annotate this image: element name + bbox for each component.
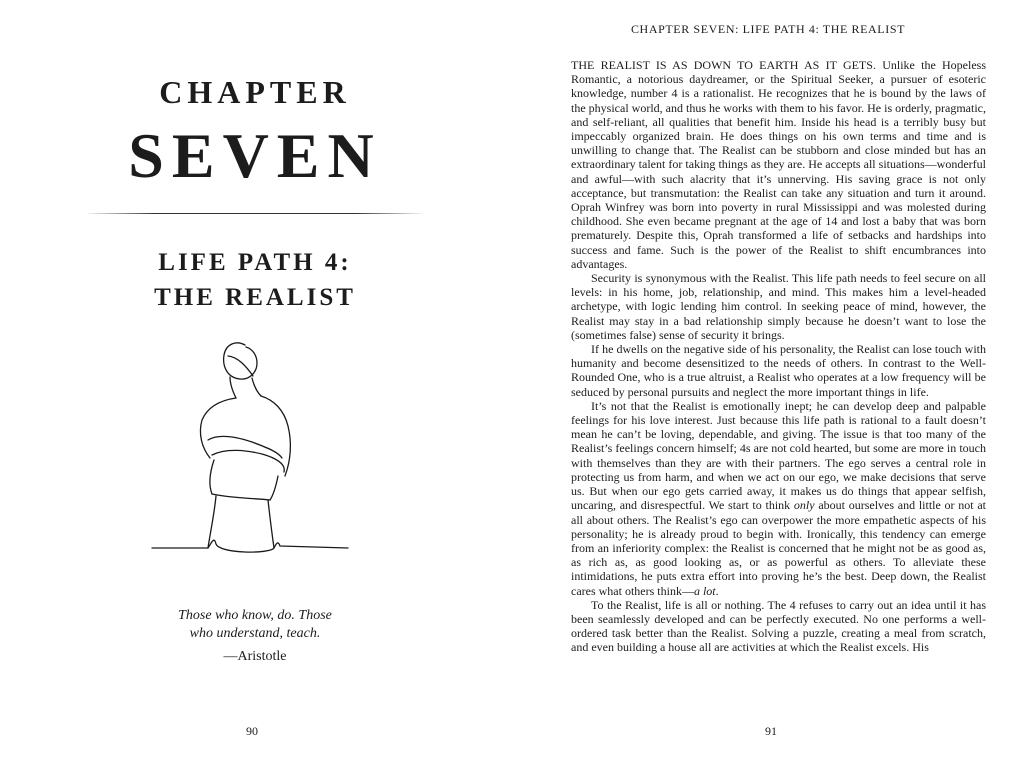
paragraph-end: . [715, 583, 719, 598]
paragraph: To the Realist, life is all or nothing. The 4 refuses to carry out an idea until it has been seamlessly developed and can be perfectly executed. No one performs a well-ordered task better than the Realist. Solving a puzzle, creating a meal from scratch, and even building a house all are activities at which the Realist excels. His [571, 597, 986, 655]
paragraph [571, 58, 986, 271]
emphasis: only [793, 498, 815, 513]
epigraph [0, 607, 510, 643]
chapter-number: SEVEN [128, 120, 382, 191]
paragraph-text: It’s not that the Realist is emotionally inept; he can develop deep and palpable feelings for his love interest. Just because this life path is rational to a fault doesn’t mean he can’t be loving, dependable, and giving. The issue is that too many of the Realist’s feelings concern himself; 4s are not cold hearted, but some are more in touch with themselves than they are with their partners. The ego serves a central role in protecting us from harm, and when we act on our ego, we make decisions that serve us. But when our ego gets carried away, it makes us do things that appear selfish, uncaring, and disrespectful. We start to think [571, 398, 986, 513]
paragraph: Security is synonymous with the Realist. This life path needs to feel secure on all levels: in his home, job, relationship, and mind. This makes him a level-headed archetype, with logic lending him control. In seeking peace of mind, however, the Realist may stay in a bad relationship simply because he doesn’t want to lose the (sometimes false) sense of security it brings. [571, 271, 986, 342]
paragraph-text: about ourselves and little or not at all about others. The Realist’s ego can overpower the more empathetic aspects of his personality; he is already proud to begin with. Ironically, this tendency can emerge from an inferiority complex: the Realist is concerned that he might not be as good as, as rich as, as good looking as, or as powerful as others. To alleviate these intimidations, he puts extra effort into proving he’s the best. Deep down, the Realist cares what others think— [571, 498, 987, 598]
right-page [512, 0, 1024, 768]
chapter-subtitle-line: LIFE PATH 4: [158, 249, 352, 276]
chapter-subtitle [0, 245, 510, 315]
emphasis: a lot [693, 583, 716, 598]
epigraph-attribution: —Aristotle [223, 649, 287, 664]
page-number-right: 91 [765, 724, 777, 738]
paragraph [571, 399, 986, 598]
chapter-divider [88, 213, 422, 214]
lead-in: THE REALIST IS AS DOWN TO EARTH AS IT GETS. [571, 58, 876, 72]
running-head: CHAPTER SEVEN: LIFE PATH 4: THE REALIST [630, 22, 906, 36]
chapter-subtitle-line: THE REALIST [154, 284, 356, 311]
paragraph: If he dwells on the negative side of his personality, the Realist can lose touch with humanity and become desensitized to the needs of others. In contrast to the Well-Rounded One, who is a true altruist, a Realist who operates at a low frequency will be seduced by personal pursuits and neglect the more important things in life. [571, 342, 986, 399]
epigraph-line: who understand, teach. [189, 626, 321, 641]
epigraph-line: Those who know, do. Those [178, 608, 332, 623]
line-art-person-arms-crossed-icon [150, 330, 350, 560]
chapter-label: CHAPTER [159, 74, 351, 110]
page-number-left: 90 [246, 724, 258, 738]
paragraph-text: Unlike the Hopeless Romantic, a notorious daydreamer, or the Spiritual Seeker, a pursuer of esoteric knowledge, number 4 is a rationalist. He recognizes that he is bound by the laws of the physical world, and thus he works with them to his favor. He is orderly, pragmatic, and self-reliant, all qualities that benefit him. Inside his head is a terribly busy but impeccably organized brain. He does things on his own terms and time and is unwilling to change that. The Realist can be stubborn and close minded but has an extraordinary talent for taking things as they are. He accepts all situations—wonderful and awful—with such alacrity that it’s unnerving. His saving grace is not only acceptance, but transmutation: the Realist can take any situation and turn it around. Oprah Winfrey was born into poverty in rural Mississippi and was molested during childhood. She even became pregnant at the age of 14 and lost a baby that was born prematurely. Despite this, Oprah transformed a life of setbacks and hardships into success and fame. Such is the power of the Realist to shift encumbrances into advantages. [571, 58, 987, 271]
body-text [571, 58, 986, 655]
left-page [0, 0, 510, 768]
